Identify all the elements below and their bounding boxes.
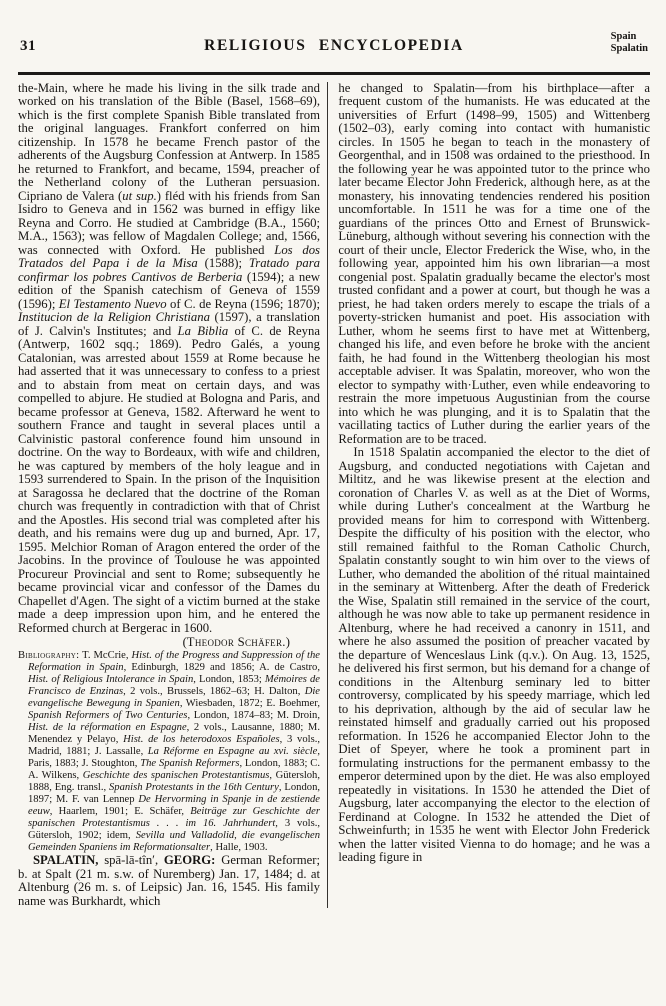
- text-segment: , Halle, 1903.: [210, 842, 268, 854]
- page-title: RELIGIOUS ENCYCLOPEDIA: [204, 37, 464, 54]
- running-head-line2: Spalatin: [610, 42, 648, 54]
- text-segment: SPALATIN,: [33, 853, 105, 868]
- spalatin-entry-start: [18, 854, 320, 908]
- text-segment: Tratado para confirmar los pobres Cantivos de Berberia: [18, 256, 320, 284]
- text-segment: Sevilla und Valladolid, die evangelischen Gemeinden Spaniens im Reformationsalter: [28, 830, 320, 854]
- text-segment: , 3 vols., Gütersloh, 1902; idem,: [28, 818, 320, 842]
- text-segment: (: [182, 635, 187, 650]
- running-head: [611, 31, 648, 54]
- text-segment: Spanish Reformers of Two Centuries: [28, 710, 188, 722]
- text-segment: German Reformer; b. at Spalt (21 m. s.w. of Nuremberg) Jan. 17, 1484; d. at Altenburg (26 m. s. of Leipsic) Jan. 16, 1545. His family name was Burkhardt, which: [18, 853, 320, 908]
- text-segment: , Edinburgh, 1829 and 1856; A. de Castro,: [123, 662, 320, 674]
- text-segment: De Hervorming in Spanje in de zestiende eeuw: [28, 794, 320, 818]
- text-segment: of C. de Reyna (1596; 1870);: [166, 296, 320, 311]
- text-segment: Hist. of the Progress and Suppression of the Reformation in Spain: [28, 650, 320, 674]
- text-segment: ): [285, 635, 290, 650]
- text-segment: Beiträge zur Geschichte der spanischen Protestantismus . . . im 16. Jahrhundert: [28, 806, 320, 830]
- text-segment: The Spanish Reformers: [140, 758, 240, 770]
- text-segment: ut sup.: [122, 188, 157, 203]
- text-segment: , London, 1853;: [193, 674, 265, 686]
- text-segment: (1594); a new edition of the Spanish catechism of Geneva of 1559 (1596);: [18, 269, 321, 311]
- page-header: [18, 30, 650, 64]
- page-number: 31: [20, 38, 36, 54]
- text-segment: Hist. de los heterodoxos Españoles: [123, 734, 280, 746]
- text-segment: Hist. de la réformation en Espagne: [28, 722, 187, 734]
- text-segment: La Biblia: [177, 323, 229, 338]
- text-segment: he changed to Spalatin—from his birthplace—after a frequent custom of the humanists. He was educated at the universities of Erfurt (1498–99, 1505) and Wittenberg (1502–03), early coming into contact with humanistic circles. In 1505 he began to teach in the monastery of Georgenthal, and in 1508 was ordained to the priesthood. In the following year he was appointed tutor to the prince who later became Elector John Frederick, although here, as at the monastery, his innovating tendencies rendered his position uncomfortable. In 1511 he was for a time one of the guardians of the princes Otto and Ernest of Brunswick-Lüneburg, although without severing his connection with the court of their uncle, Elector Frederick the Wise, who, in the following year, appointed him his own librarian—a most congenial post. Spalatin gradually became the elector's most trusted confidant and a power at court, but though he was a priest, he had taken orders merely to escape the trials of a poverty-stricken humanist and poet. His association with Luther, whom he seems first to have met at Wittenberg, changed his life, and even before he broke with the ancient faith, he had found in the Wittenberg theologian his most acceptable adviser. It was Spalatin, moreover, who won the elector to sympathy with·Luther, even while endeavoring to restrain the more impetuous Augustinian from the course into which he was plunging, and it is to Spalatin that the vacillating tactics of Luther during the earlier years of the Reformation are to be traced.: [338, 80, 650, 446]
- text-segment: La Réforme en Espagne au xvi. siècle: [147, 746, 318, 758]
- running-head-line1: Spain: [610, 31, 637, 42]
- spain-article-continuation: [18, 82, 320, 636]
- header-rule: [18, 72, 650, 75]
- text-segment: GEORG:: [163, 853, 222, 868]
- text-columns: [18, 82, 650, 909]
- author-attribution: [18, 635, 320, 650]
- text-segment: (1588);: [197, 256, 249, 271]
- text-segment: Institucion de la Religion Christiana: [18, 310, 210, 325]
- bibliography: [18, 650, 320, 854]
- text-segment: , 3 vols., Madrid, 1881; J. Lassalle,: [28, 734, 321, 758]
- text-segment: , Paris, 1883; J. Stoughton,: [28, 746, 320, 770]
- text-segment: El Testamento Nuevo: [58, 296, 167, 311]
- left-column: [18, 82, 327, 909]
- text-segment: , Wiesbaden, 1872; E. Boehmer,: [179, 698, 320, 710]
- text-segment: the-Main, where he made his living in the silk trade and worked on his translation of the Bible (Basel, 1568–69), which is the first complete Spanish Bible translated from the original languages. Frankfort conferred on him citizenship. In 1578 he became French pastor of the adherents of the Augsburg Confession at Antwerp. In 1585 he returned to Frankfort, and became, 1594, preacher of the Netherland colony of the Lutheran persuasion. Cipriano de Valera (: [18, 80, 320, 203]
- text-segment: T. McCrie,: [79, 650, 132, 662]
- text-segment: spā-lā-tîn′,: [104, 853, 164, 868]
- right-column: [328, 82, 650, 909]
- text-segment: Los dos Tratados del Papa i de la Misa: [18, 242, 320, 271]
- spalatin-article-paragraph-2: [338, 446, 650, 865]
- text-segment: , 2 vols., Brussels, 1862–63; H. Dalton,: [123, 686, 305, 698]
- text-segment: (1597), a translation of J. Calvin's Institutes; and: [18, 310, 321, 338]
- text-segment: Mémoires de Francisco de Enzinas: [28, 674, 320, 698]
- spalatin-article-continuation: [338, 82, 650, 447]
- text-segment: , Gütersloh, 1888, Eng. transl.,: [28, 770, 321, 794]
- text-segment: Theodor Schäfer.: [186, 635, 286, 650]
- text-segment: , London, 1874–83; M. Droin,: [187, 710, 320, 722]
- text-segment: Spanish Protestants in the 16th Century: [108, 782, 279, 794]
- text-segment: Geschichte des spanischen Protestantismus: [82, 770, 270, 782]
- text-segment: Die evangelische Bewegung in Spanien: [28, 686, 320, 710]
- text-segment: ) fléd with his friends from San Isidro to Geneva and in 1562 was burned in effigy like Reyna and Corro. He studied at Cambridge (B.A., 1560; M.A., 1563); was fellow of Magdalen College; and, 1566, was connected with Oxford. He published: [18, 188, 320, 257]
- text-segment: , London, 1897; M. F. van Lennep: [28, 782, 321, 806]
- text-segment: , Haarlem, 1901; E. Schäfer,: [49, 806, 191, 818]
- text-segment: Hist. of Religious Intolerance in Spain: [28, 674, 194, 686]
- text-segment: , 2 vols., Lausanne, 1880; M. Menendez y Pelayo,: [28, 722, 320, 746]
- text-segment: , London, 1883; C. A. Wilkens,: [28, 758, 321, 782]
- text-segment: Bibliography:: [18, 650, 80, 662]
- text-segment: of C. de Reyna (Antwerp, 1602 sqq.; 1869). Pedro Galés, a young Catalonian, was arrested about 1559 at Rome because he had asserted that it was unnecessary to confess to a priest and to abstain from meat on certain days, and was compelled to abjure. He studied at Bologna and Paris, and became professor at Geneva, 1582. Afterward he went to southern France and taught in several places until a Calvinistic pastoral conference found him unsound in doctrine. On the way to Bordeaux, with wife and children, he was captured by members of the holy league and in 1593 surrendered to Spain. In the prison of the Inquisition at Saragossa he declared that the doctrine of the Roman church was frequently in contradiction with that of Christ and the Apostles. His second trial was completed after his death, and his remains were dug up and burned, Apr. 17, 1595. Melchior Roman of Aragon entered the order of the Jacobins. In the province of Toulouse he was appointed Procureur Provincial and sent to Rome; subsequently he became provincial vicar and confessor of the Dames du Chapellet d'Agen. The sight of a victim burned at the stake made a deep impression upon him, and he entered the Reformed church at Bergerac in 1600.: [18, 323, 320, 635]
- text-segment: In 1518 Spalatin accompanied the elector to the diet of Augsburg, and conducted negotiations with Cajetan and Miltitz, and he was likewise present at the election and coronation of Charles V. as well as at the Diet of Worms, while during Luther's concealment at the Wartburg he provided means for him to correspond with Wittenberg. Despite the difficulty of his position with the elector, who still remained faithful to the Roman Catholic Church, Spalatin constantly sought to win him over to the views of Luther, who demanded the abolition of thé ritual maintained in the seminary at Wittenberg. After the death of Frederick the Wise, Spalatin still remained in the service of the court, although he was now able to take up permanent residence in Altenburg, where he had received a canonry in 1511, and where he also assumed the position of preacher vacated by the departure of Wenceslaus Link (q.v.). On Aug. 13, 1525, he delivered his first sermon, but his demand for a change of conditions in the Altenburg seminary led to bitter controversy, complicated by his speedy marriage, which led to his deprivation, although by the aid of secular law he reinstated himself and gradually carried out his proposed reformation. In 1526 he accompanied Elector John to the Diet of Speyer, where he took a prominent part in formulating instructions for the permanent embassy to the emperor determined upon by the diet. He was also employed repeatedly in visitations. In 1530 he attended the Diet of Augsburg, later accompanying the elector to the election of Ferdinand at Cologne. In 1532 he attended the Diet of Schweinfurth; in 1535 he went with Elector John Frederick when the latter visited Vienna to do homage; and he was a leading figure in: [338, 445, 650, 865]
